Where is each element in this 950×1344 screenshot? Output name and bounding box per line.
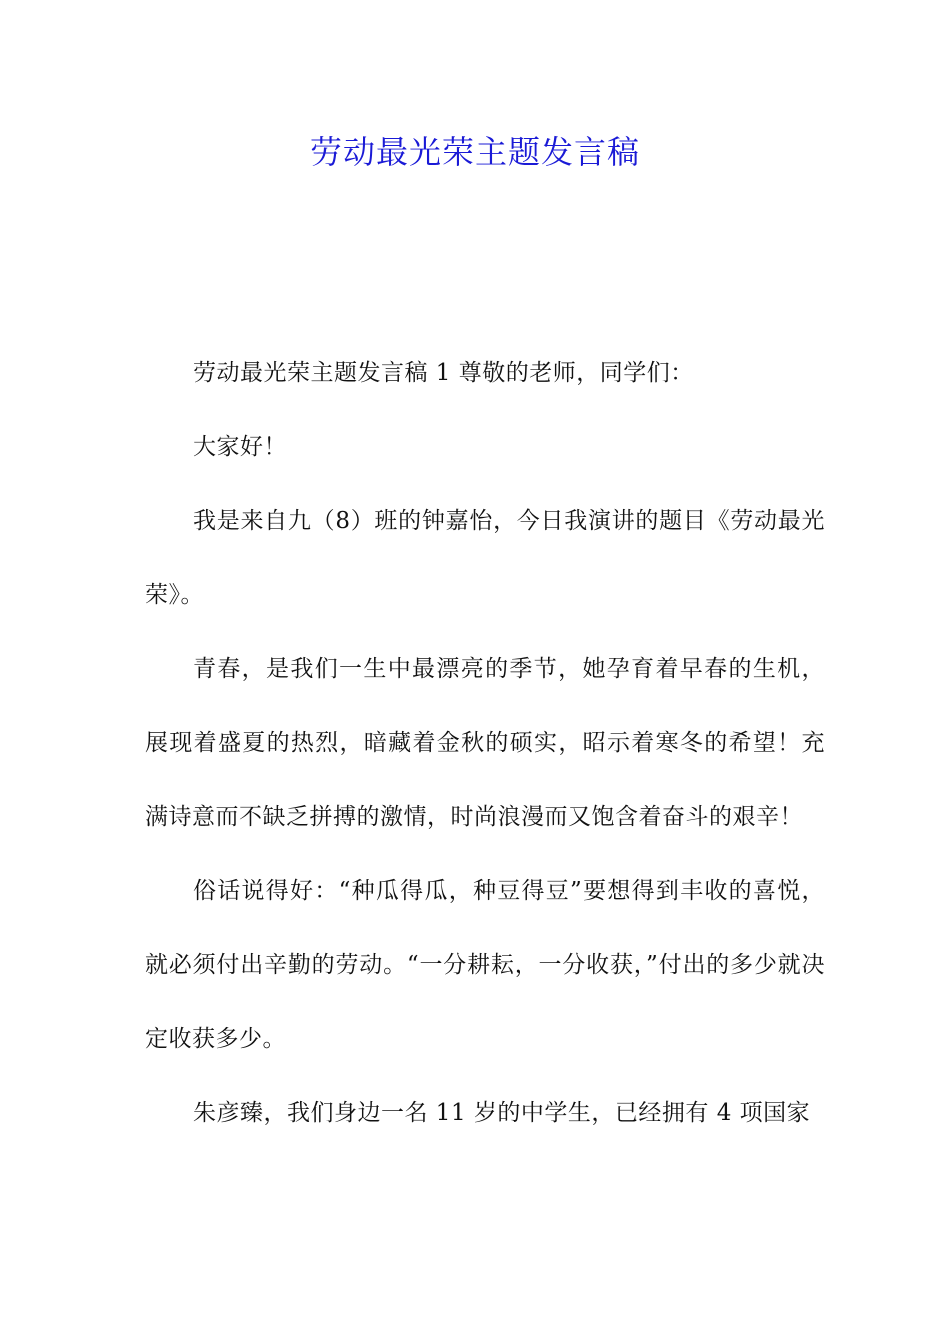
paragraph-example: 朱彦臻，我们身边一名 11 岁的中学生，已经拥有 4 项国家 xyxy=(193,1100,811,1126)
document-body xyxy=(145,336,825,1150)
paragraph-introduction: 我是来自九（8）班的钟嘉怡，今日我演讲的题目《劳动最光荣》。 xyxy=(145,508,825,608)
document-title: 劳动最光荣主题发言稿 xyxy=(309,133,640,171)
paragraph-hello: 大家好！ xyxy=(193,434,287,460)
paragraph-proverb: 俗话说得好：“种瓜得瓜，种豆得豆”要想得到丰收的喜悦，就必须付出辛勤的劳动。“一分耕耘，一分收获，”付出的多少就决定收获多少。 xyxy=(145,878,825,1052)
paragraph-greeting-heading: 劳动最光荣主题发言稿 1 尊敬的老师，同学们： xyxy=(193,360,694,386)
paragraph-youth: 青春，是我们一生中最漂亮的季节，她孕育着早春的生机，展现着盛夏的热烈，暗藏着金秋的硕实，昭示着寒冬的希望！充满诗意而不缺乏拼搏的激情，时尚浪漫而又饱含着奋斗的艰辛！ xyxy=(145,656,825,830)
